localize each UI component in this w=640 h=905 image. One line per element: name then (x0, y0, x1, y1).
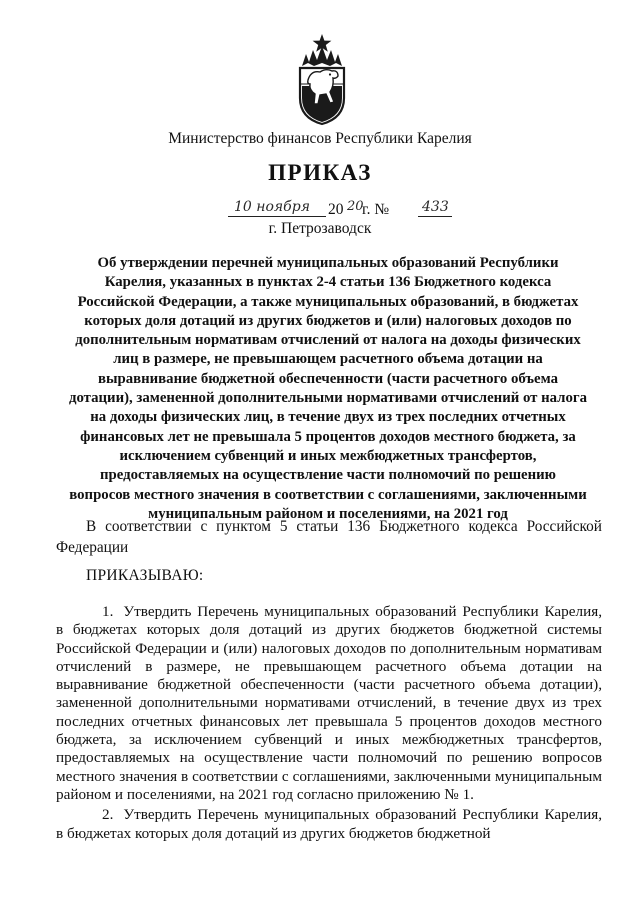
year-prefix: 20 (328, 201, 344, 218)
year-suffix-label: г. № (362, 201, 390, 218)
ministry-name: Министерство финансов Республики Карелия (168, 130, 472, 147)
date-number-line (222, 200, 452, 222)
preamble: В соответствии с пунктом 5 статьи 136 Бюджетного кодекса Российской Федерации (56, 518, 602, 556)
order-directive: ПРИКАЗЫВАЮ: (86, 567, 204, 584)
item-text: Утвердить Перечень муниципальных образований Республики Карелия, в бюджетах которых доля дотаций из других бюджетов бюджетной системы Российской Федерации и (или) налоговых доходов по дополнительным нормативам отчислений в размере, не превышающем расчетного объема дотации на выравнивание бюджетной обеспеченности (части расчетного объема дотации), замененной дополнительными нормативами отчислений, в течение двух из трех последних отчетных финансовых лет превышала 5 процентов доходов местного бюджета, за исключением субвенций и иных межбюджетных трансфертов, предоставляемых на осуществление части полномочий по решению вопросов местного значения в соответствии с соглашениями, заключенными муниципальным районом и поселениями, на 2021 год согласно приложению № 1. (56, 603, 602, 803)
date-underline (228, 216, 326, 217)
order-item-2 (56, 806, 602, 843)
item-number: 1. (102, 603, 114, 620)
city: г. Петрозаводск (268, 220, 372, 237)
handwritten-order-number: 433 (422, 199, 449, 215)
order-subject: Об утверждении перечней муниципальных образований Республики Карелия, указанных в пунктах 2-4 статьи 136 Бюджетного кодекса Российской Федерации, а также муниципальных образований, в бюджетах которых доля дотаций из других бюджетов и (или) налоговых доходов по дополнительным нормативам отчислений от налога на доходы физических лиц в размере, не превышающем расчетного объема дотации на выравнивание бюджетной обеспеченности (части расчетного объема дотации), замененной дополнительными нормативами отчислений от налога на доходы физических лиц, в течение двух из трех последних отчетных финансовых лет не превышала 5 процентов доходов местного бюджета, за исключением субвенций и иных межбюджетных трансфертов, предоставляемых на осуществление части полномочий по решению вопросов местного значения в соответствии с соглашениями, заключенными муниципальным районом и поселениями, на 2021 год (68, 255, 587, 522)
item-text: Утвердить Перечень муниципальных образований Республики Карелия, в бюджетах которых доля дотаций из других бюджетов бюджетной (56, 806, 602, 842)
handwritten-year: 20 (347, 199, 364, 214)
handwritten-date: 10 ноября (234, 199, 310, 215)
order-items (56, 603, 602, 845)
coat-of-arms-icon (296, 32, 348, 126)
number-underline (418, 216, 452, 217)
item-number: 2. (102, 806, 114, 824)
order-item-1 (56, 603, 602, 804)
document-title: ПРИКАЗ (268, 160, 372, 185)
pine-crown-icon (302, 46, 342, 66)
